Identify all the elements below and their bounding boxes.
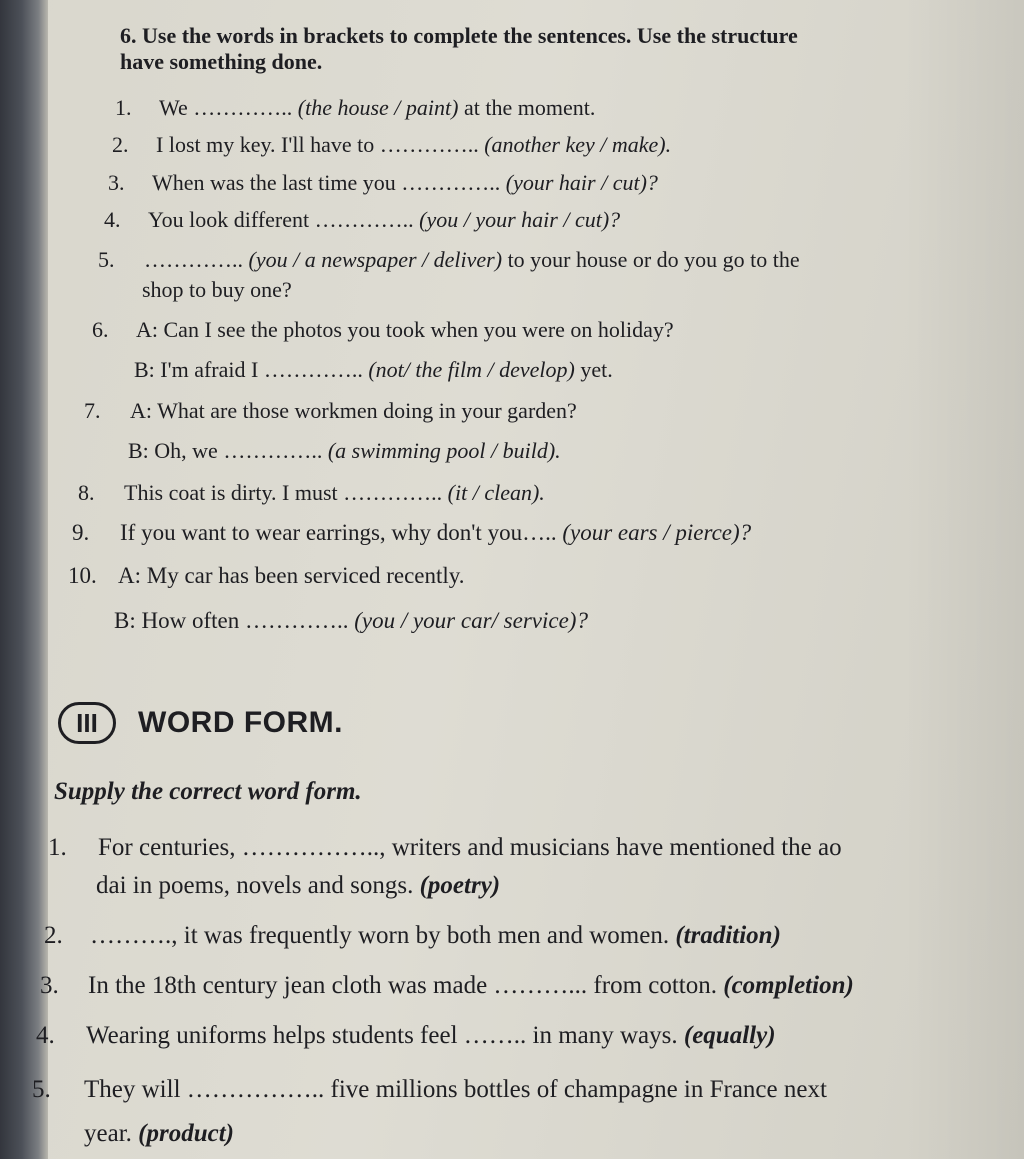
exercise-item-6-b: B: I'm afraid I ………….. (not/ the film / develop) yet.: [134, 357, 613, 382]
word-form-item-4: 4. Wearing uniforms helps students feel …….. in many ways. (equally): [36, 1022, 776, 1049]
word-form-item-2: 2. ………., it was frequently worn by both men and women. (tradition): [44, 922, 781, 949]
exercise-item-3: 3. When was the last time you ………….. (your hair / cut)?: [108, 170, 658, 195]
exercise-item-5-cont: shop to buy one?: [142, 277, 292, 302]
word-form-item-5: 5. They will …………….. five millions bottles of champagne in France next: [32, 1076, 827, 1103]
exercise-item-7: 7. A: What are those workmen doing in your garden?: [84, 398, 577, 423]
answer-blank[interactable]: …………..: [223, 438, 323, 463]
answer-blank[interactable]: …………..: [379, 132, 479, 157]
answer-blank[interactable]: ………...: [493, 972, 588, 999]
answer-blank[interactable]: ……….,: [90, 922, 178, 949]
section-instruction: Supply the correct word form.: [54, 778, 362, 805]
exercise-item-9: 9. If you want to wear earrings, why don't you….. (your ears / pierce)?: [72, 520, 752, 545]
answer-blank[interactable]: …………..: [144, 247, 243, 272]
answer-blank[interactable]: …………..: [401, 170, 501, 195]
exercise-item-6: 6. A: Can I see the photos you took when you were on holiday?: [92, 317, 674, 342]
exercise-title: 6. Use the words in brackets to complete the sentences. Use the structure: [120, 23, 798, 48]
exercise-item-2: 2. I lost my key. I'll have to ………….. (another key / make).: [112, 132, 672, 157]
section-heading: [58, 700, 343, 746]
answer-blank[interactable]: ……………..,: [241, 834, 386, 861]
exercise-item-10-b: B: How often ………….. (you / your car/ service)?: [114, 608, 588, 633]
exercise-item-1: 1. We ………….. (the house / paint) at the moment.: [115, 95, 596, 120]
answer-blank[interactable]: …………..: [193, 95, 293, 120]
answer-blank[interactable]: ……………..: [186, 1076, 325, 1103]
word-form-item-1-cont: dai in poems, novels and songs. (poetry): [96, 872, 501, 899]
word-form-item-5-cont: year. (product): [84, 1120, 234, 1147]
section-title: WORD FORM.: [138, 706, 343, 739]
word-form-item-3: 3. In the 18th century jean cloth was made ………... from cotton. (completion): [40, 972, 854, 999]
answer-blank[interactable]: …………..: [314, 207, 414, 232]
answer-blank[interactable]: …………..: [244, 608, 349, 633]
answer-blank[interactable]: …………..: [343, 480, 443, 505]
answer-blank[interactable]: ……..: [463, 1022, 527, 1049]
exercise-item-4: 4. You look different ………….. (you / your hair / cut)?: [104, 207, 621, 232]
section-number-badge: III: [58, 702, 116, 744]
answer-blank[interactable]: …………..: [263, 357, 363, 382]
exercise-item-7-b: B: Oh, we ………….. (a swimming pool / build).: [128, 438, 561, 463]
exercise-item-10: 10. A: My car has been serviced recently.: [68, 563, 465, 588]
exercise-item-5: 5. ………….. (you / a newspaper / deliver) to your house or do you go to the: [98, 247, 800, 272]
exercise-item-8: 8. This coat is dirty. I must ………….. (it / clean).: [78, 480, 545, 505]
exercise-title-cont: have something done.: [120, 49, 323, 74]
answer-blank[interactable]: …..: [522, 520, 557, 545]
word-form-item-1: 1. For centuries, …………….., writers and musicians have mentioned the ao: [48, 834, 842, 861]
